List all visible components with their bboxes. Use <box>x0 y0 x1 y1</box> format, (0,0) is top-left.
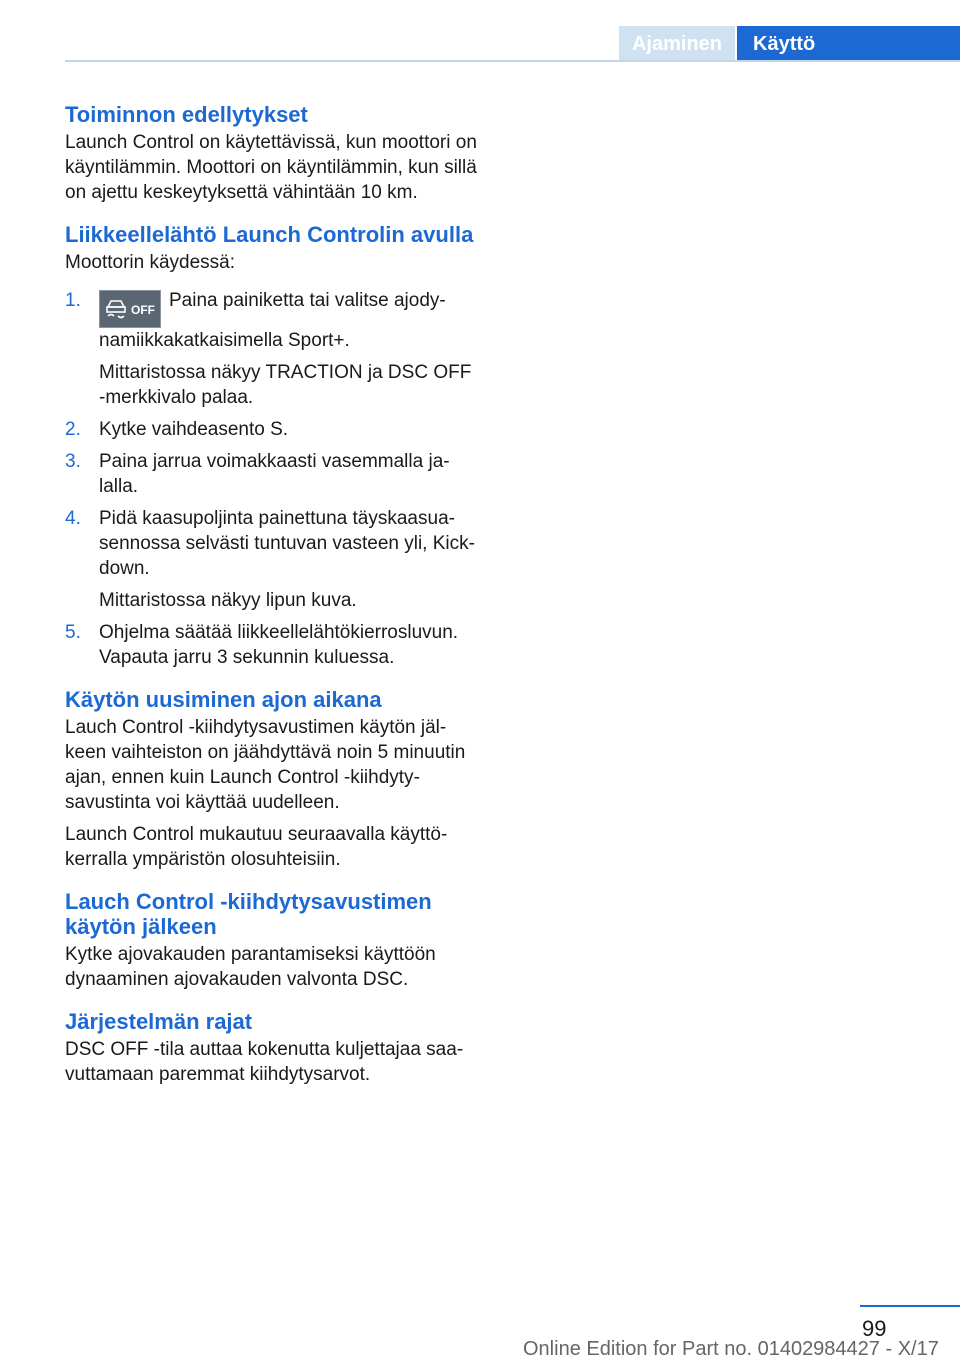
section-heading: Järjestelmän rajat <box>65 1009 253 1034</box>
section-heading: Toiminnon edellytykset <box>65 102 308 127</box>
section-renewed-use <box>65 687 480 872</box>
step-text: Pidä kaasupoljinta painettuna täyskaasuasennossa selvästi tuntuvan vasteen yli, Kick-down. <box>99 508 475 579</box>
section-heading: Lauch Control -kiihdytysavustimen käytön jälkeen <box>65 889 432 939</box>
list-item <box>65 620 480 670</box>
step-text: Paina jarrua voimakkaasti vasemmalla jalalla. <box>99 451 450 497</box>
section-heading: Liikkeellelähtö Launch Controlin avulla <box>65 222 474 247</box>
step-number: 3. <box>65 451 81 472</box>
list-intro: Moottorin käydessä: <box>65 252 236 273</box>
section-heading: Käytön uusiminen ajon aikana <box>65 687 382 712</box>
header-section-tab: Ajaminen <box>619 26 735 62</box>
step-text: Ohjelma säätää liikkeellelähtökierrosluvun. Vapauta jarru 3 sekunnin kuluessa. <box>99 622 459 668</box>
paragraph: Kytke ajovakauden parantamiseksi käyttöön dynaaminen ajovakauden valvonta DSC. <box>65 944 436 990</box>
paragraph: Launch Control on käytettävissä, kun moottori on käyntilämmin. Moottori on käyntilämmin, kun sillä on ajettu keskeytyksettä vähintään 10 km. <box>65 132 477 203</box>
step-list <box>65 288 480 670</box>
section-prerequisites <box>65 102 480 205</box>
paragraph: Launch Control mukautuu seuraavalla käyttökerralla ympäristön olosuhteisiin. <box>65 824 448 870</box>
step-text: Paina painiketta tai valitse ajodynamiikkakatkaisimella Sport+. <box>99 290 446 351</box>
step-text: Kytke vaihdeasento S. <box>99 419 289 440</box>
paragraph: DSC OFF -tila auttaa kokenutta kuljettajaa saavuttamaan paremmat kiihdytysarvot. <box>65 1039 464 1085</box>
section-system-limits <box>65 1009 480 1087</box>
list-item <box>65 288 480 410</box>
header-rule <box>65 60 960 62</box>
edition-footer: Online Edition for Part no. 01402984427 - X/17 <box>523 1338 939 1360</box>
step-number: 5. <box>65 622 81 643</box>
section-after-use <box>65 889 480 992</box>
step-note: Mittaristossa näkyy TRACTION ja DSC OFF -merkkivalo palaa. <box>99 362 472 408</box>
header-chapter-tab: Käyttö <box>737 26 960 62</box>
traction-control-off-icon <box>99 290 161 328</box>
page-number: 99 <box>862 1316 887 1341</box>
step-number: 4. <box>65 508 81 529</box>
footer-rule <box>860 1305 960 1307</box>
section-launch-control-start <box>65 222 480 670</box>
list-item <box>65 449 480 499</box>
step-number: 2. <box>65 419 81 440</box>
main-column <box>65 102 480 1104</box>
step-number: 1. <box>65 290 81 311</box>
icon-label: OFF <box>131 303 155 317</box>
list-item <box>65 506 480 613</box>
step-note: Mittaristossa näkyy lipun kuva. <box>99 590 357 611</box>
paragraph: Lauch Control -kiihdytysavustimen käytön jälkeen vaihteiston on jäähdyttävä noin 5 minuutin ajan, ennen kuin Launch Control -kiihdytysavustinta voi käyttää uudelleen. <box>65 717 466 813</box>
list-item <box>65 417 480 442</box>
